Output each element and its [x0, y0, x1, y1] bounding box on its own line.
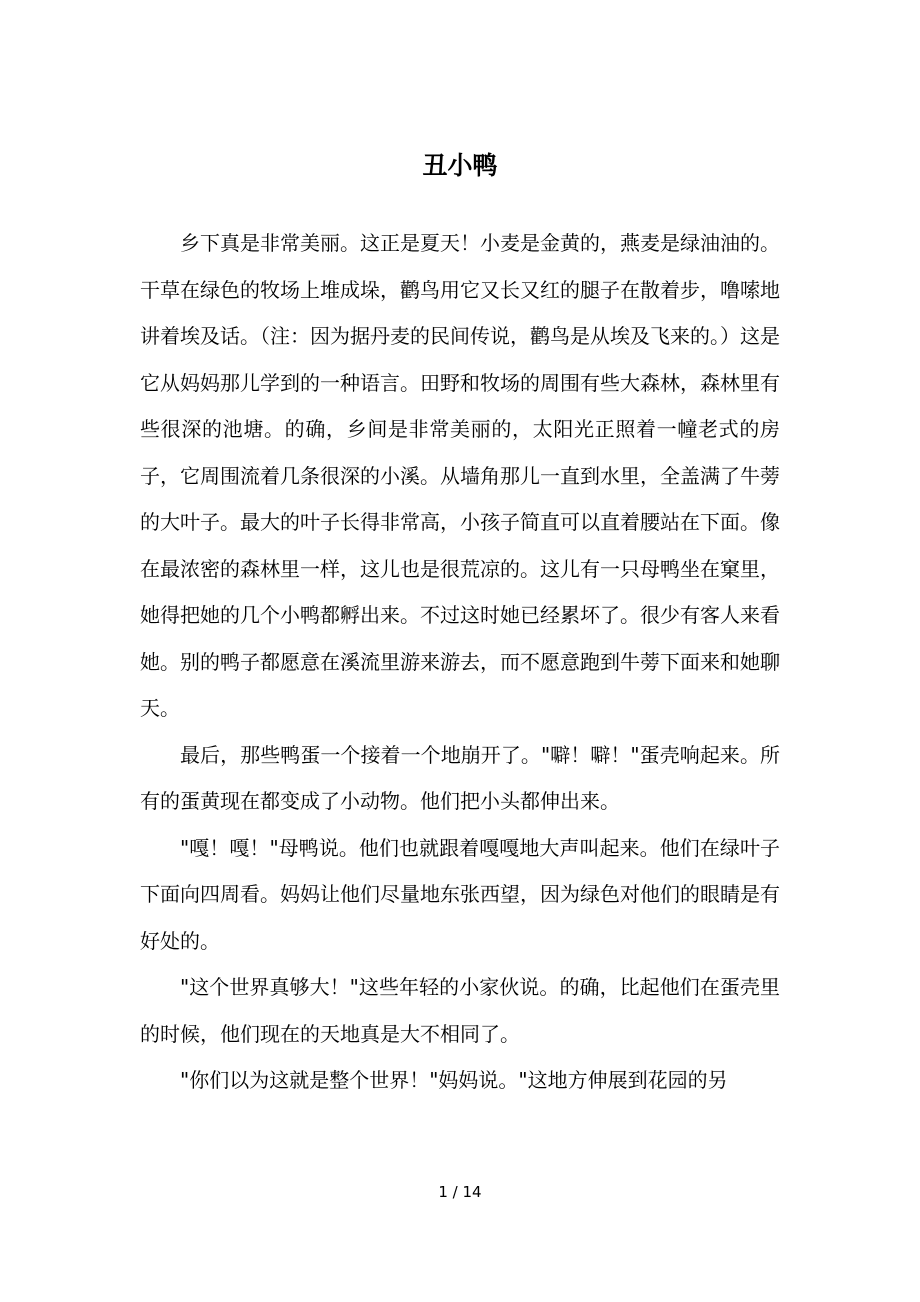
paragraph: 乡下真是非常美丽。这正是夏天！小麦是金黄的，燕麦是绿油油的。干草在绿色的牧场上堆成垛，鹳鸟用它又长又红的腿子在散着步，噜嗦地讲着埃及话。（注：因为据丹麦的民间传说，鹳鸟是从埃及飞来的。）这是它从妈妈那儿学到的一种语言。田野和牧场的周围有些大森林，森林里有些很深的池塘。的确，乡间是非常美丽的，太阳光正照着一幢老式的房子，它周围流着几条很深的小溪。从墙角那儿一直到水里，全盖满了牛蒡的大叶子。最大的叶子长得非常高，小孩子简直可以直着腰站在下面。像在最浓密的森林里一样，这儿也是很荒凉的。这儿有一只母鸭坐在窠里，她得把她的几个小鸭都孵出来。不过这时她已经累坏了。很少有客人来看她。别的鸭子都愿意在溪流里游来游去，而不愿意跑到牛蒡下面来和她聊天。 [140, 231, 780, 720]
document-body [140, 220, 780, 1104]
document-title: 丑小鸭 [422, 151, 498, 180]
page-number: 1 / 14 [438, 1183, 482, 1201]
paragraph: "你们以为这就是整个世界！"妈妈说。"这地方伸展到花园的另 [180, 1068, 728, 1092]
paragraph: 最后，那些鸭蛋一个接着一个地崩开了。"噼！噼！"蛋壳响起来。所有的蛋黄现在都变成了小动物。他们把小头都伸出来。 [140, 742, 780, 813]
paragraph: "这个世界真够大！"这些年轻的小家伙说。的确，比起他们在蛋壳里的时候，他们现在的天地真是大不相同了。 [140, 975, 780, 1046]
paragraph: "嘎！嘎！"母鸭说。他们也就跟着嘎嘎地大声叫起来。他们在绿叶子下面向四周看。妈妈让他们尽量地东张西望，因为绿色对他们的眼睛是有好处的。 [140, 835, 780, 953]
